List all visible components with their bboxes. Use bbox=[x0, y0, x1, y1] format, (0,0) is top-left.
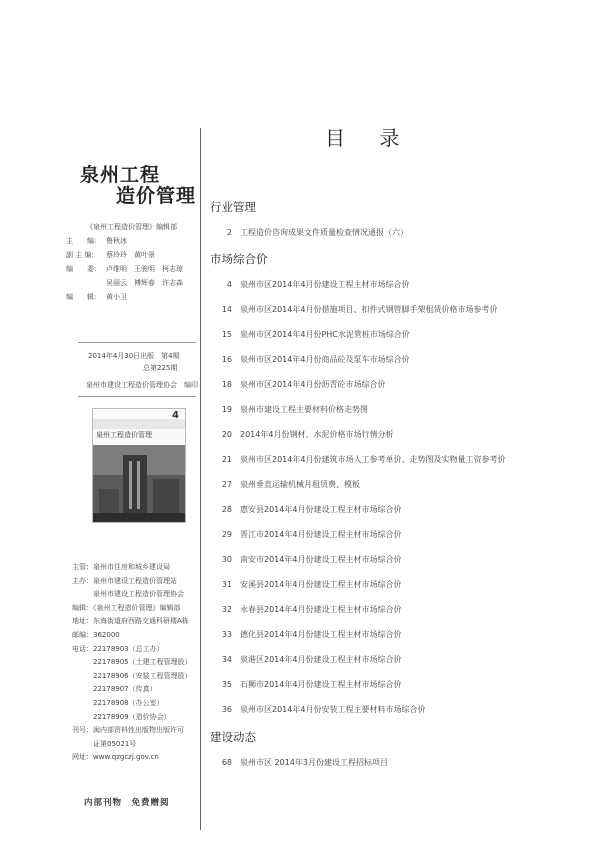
toc-entry-page: 31 bbox=[221, 580, 232, 589]
divider-top bbox=[78, 342, 196, 343]
toc-section-heading: 市场综合价 bbox=[210, 252, 268, 266]
toc-entry-title: 泉州市区2014年4月份安装工程主要材料市场综合价 bbox=[240, 705, 426, 714]
toc-entry-page: 27 bbox=[221, 480, 232, 489]
toc-entry-title: 南安市2014年4月份建设工程主材市场综合价 bbox=[240, 555, 402, 564]
staff-role: 编 辑: bbox=[66, 293, 97, 301]
masthead-line-2: 造价管理 bbox=[116, 185, 197, 207]
staff-role: 副 主 编: bbox=[66, 251, 94, 259]
toc-entry[interactable] bbox=[210, 379, 590, 392]
staff-names: 鲁秋冰 bbox=[106, 237, 127, 245]
info-line: 主办：泉州市建设工程造价管理站 bbox=[72, 576, 177, 585]
divider-bottom bbox=[78, 396, 196, 397]
toc-entry[interactable] bbox=[210, 704, 590, 717]
toc-entry-page: 33 bbox=[221, 630, 232, 639]
cover-issue-number: 4 bbox=[172, 410, 179, 421]
info-line: 22178906（安装工程管理股） bbox=[72, 671, 192, 680]
toc-entry[interactable] bbox=[210, 227, 590, 240]
toc-entry[interactable] bbox=[210, 504, 590, 517]
info-line: 22178907（传真） bbox=[72, 685, 157, 694]
toc-entry-title: 泉州垂直运输机械月租赁费、模板 bbox=[240, 480, 360, 489]
staff-row bbox=[66, 292, 127, 302]
info-line: 地址：东海街道府西路交通科研楼A栋 bbox=[72, 617, 189, 626]
staff-role: 主 编: bbox=[66, 237, 97, 245]
toc-entry[interactable] bbox=[210, 629, 590, 642]
staff-row bbox=[66, 264, 183, 274]
toc-section-heading: 行业管理 bbox=[210, 200, 256, 214]
toc-entry-page: 34 bbox=[221, 655, 232, 664]
toc-entry-page: 16 bbox=[221, 355, 232, 364]
toc-entry-title: 惠安县2014年4月份建设工程主材市场综合价 bbox=[240, 505, 402, 514]
issue-org: 泉州市建设工程造价管理协会 编印 bbox=[86, 381, 198, 389]
toc-entry-page: 4 bbox=[226, 280, 232, 289]
staff-row bbox=[66, 250, 155, 260]
column-divider bbox=[200, 128, 201, 830]
toc-entry[interactable] bbox=[210, 329, 590, 342]
info-line: 邮编：362000 bbox=[72, 631, 120, 639]
footer-note: 内部刊物 免费赠阅 bbox=[84, 798, 170, 808]
info-line: 刊号：闽内部资料性出版物出版许可 bbox=[72, 726, 184, 735]
toc-entry-page: 18 bbox=[221, 380, 232, 389]
toc-entry[interactable] bbox=[210, 279, 590, 292]
toc-entry[interactable] bbox=[210, 354, 590, 367]
info-line: 22178909（造价协会） bbox=[72, 712, 171, 721]
toc-title: 目 录 bbox=[325, 126, 414, 150]
staff-names: 卢维明 王骏明 柯志琼 bbox=[106, 265, 183, 273]
staff-names: 黄小卫 bbox=[106, 293, 127, 301]
staff-row bbox=[66, 236, 127, 246]
toc-entry[interactable] bbox=[210, 757, 590, 770]
cover-title: 泉州工程造价管理 bbox=[96, 431, 152, 439]
toc-entry-title: 泉港区2014年4月份建设工程主材市场综合价 bbox=[240, 655, 402, 664]
info-line: 22178908（办公室） bbox=[72, 699, 164, 707]
toc-entry-page: 30 bbox=[221, 555, 232, 564]
toc-entry-title: 安溪县2014年4月份建设工程主材市场综合价 bbox=[240, 580, 402, 589]
toc-entry-page: 14 bbox=[221, 305, 232, 314]
toc-entry[interactable] bbox=[210, 429, 590, 442]
toc-entry[interactable] bbox=[210, 604, 590, 617]
info-line: 电话：22178903（总工办） bbox=[72, 644, 164, 653]
info-line: 证第05021号 bbox=[72, 739, 137, 748]
toc-entry-title: 泉州市区2014年4月份建筑市场人工参考单价、走势图及实物量工资参考价 bbox=[240, 455, 506, 464]
toc-section-heading: 建设动态 bbox=[210, 730, 256, 744]
staff-names: 蔡玲玲 黄叶景 bbox=[106, 251, 155, 259]
toc-entry-title: 泉州市区2014年4月份商品砼及泵车市场综合价 bbox=[240, 355, 410, 364]
staff-names: 吴丽云 傅辉春 许志森 bbox=[106, 279, 183, 287]
toc-entry-page: 29 bbox=[221, 530, 232, 539]
toc-entry[interactable] bbox=[210, 529, 590, 542]
toc-entry-title: 泉州市区 2014年3月份建设工程招标项目 bbox=[240, 758, 388, 767]
toc-entry-page: 36 bbox=[221, 705, 232, 714]
toc-entry-title: 永春县2014年4月份建设工程主材市场综合价 bbox=[240, 605, 402, 614]
toc-entry-page: 2 bbox=[226, 228, 232, 237]
toc-entry[interactable] bbox=[210, 579, 590, 592]
toc-entry-page: 19 bbox=[221, 405, 232, 414]
toc-entry-page: 15 bbox=[221, 330, 232, 339]
toc-entry-title: 石狮市2014年4月份建设工程主材市场综合价 bbox=[240, 680, 402, 689]
toc-entry[interactable] bbox=[210, 454, 590, 467]
toc-entry[interactable] bbox=[210, 679, 590, 692]
toc-entry[interactable] bbox=[210, 479, 590, 492]
toc-entry-title: 泉州市区2014年4月份措施项目、扣件式钢管脚手架租赁价格市场参考价 bbox=[240, 305, 498, 314]
info-line: 主管：泉州市住房和城乡建设局 bbox=[72, 563, 170, 571]
info-line: 泉州市建设工程造价管理协会 bbox=[72, 590, 184, 599]
toc-entry[interactable] bbox=[210, 304, 590, 317]
toc-entry-page: 20 bbox=[221, 430, 232, 439]
cover-thumbnail bbox=[92, 408, 186, 523]
info-line: 编辑：《泉州工程造价管理》编辑部 bbox=[72, 603, 181, 612]
masthead-line-1: 泉州工程 bbox=[80, 164, 161, 186]
toc-entry-title: 泉州市区2014年4月份建设工程主材市场综合价 bbox=[240, 280, 410, 289]
toc-entry-title: 晋江市2014年4月份建设工程主材市场综合价 bbox=[240, 530, 402, 539]
toc-entry-title: 德化县2014年4月份建设工程主材市场综合价 bbox=[240, 630, 402, 639]
toc-entry[interactable] bbox=[210, 554, 590, 567]
toc-entry-page: 21 bbox=[221, 455, 232, 464]
issue-date: 2014年4月30日出版 第4期 bbox=[88, 352, 180, 360]
toc-entry-title: 泉州市建设工程主要材料价格走势图 bbox=[240, 405, 368, 414]
info-line: 22178905（土建工程管理股） bbox=[72, 658, 192, 667]
toc-entry[interactable] bbox=[210, 404, 590, 417]
cover-image bbox=[93, 409, 185, 522]
toc-entry-title: 工程造价咨询成果文件质量检查情况通报（六） bbox=[240, 228, 408, 237]
issue-total: 总第225期 bbox=[143, 364, 178, 372]
toc-entry-page: 68 bbox=[221, 758, 232, 767]
toc-entry-title: 泉州市区2014年4月份沥青砼市场综合价 bbox=[240, 380, 386, 389]
toc-entry-page: 28 bbox=[221, 505, 232, 514]
toc-entry-title: 泉州市区2014年4月份PHC水泥管桩市场综合价 bbox=[240, 330, 410, 339]
toc-entry-title: 2014年4月份钢材、水泥价格市场行情分析 bbox=[240, 430, 394, 439]
staff-role: 编 委: bbox=[66, 265, 97, 273]
staff-row bbox=[66, 278, 183, 288]
toc-entry-page: 32 bbox=[221, 605, 232, 614]
toc-entry-page: 35 bbox=[221, 680, 232, 689]
toc-entry[interactable] bbox=[210, 654, 590, 667]
info-line: 网址：www.qzgczj.gov.cn bbox=[72, 753, 159, 762]
editorial-title: 《泉州工程造价管理》编辑部 bbox=[86, 223, 177, 231]
